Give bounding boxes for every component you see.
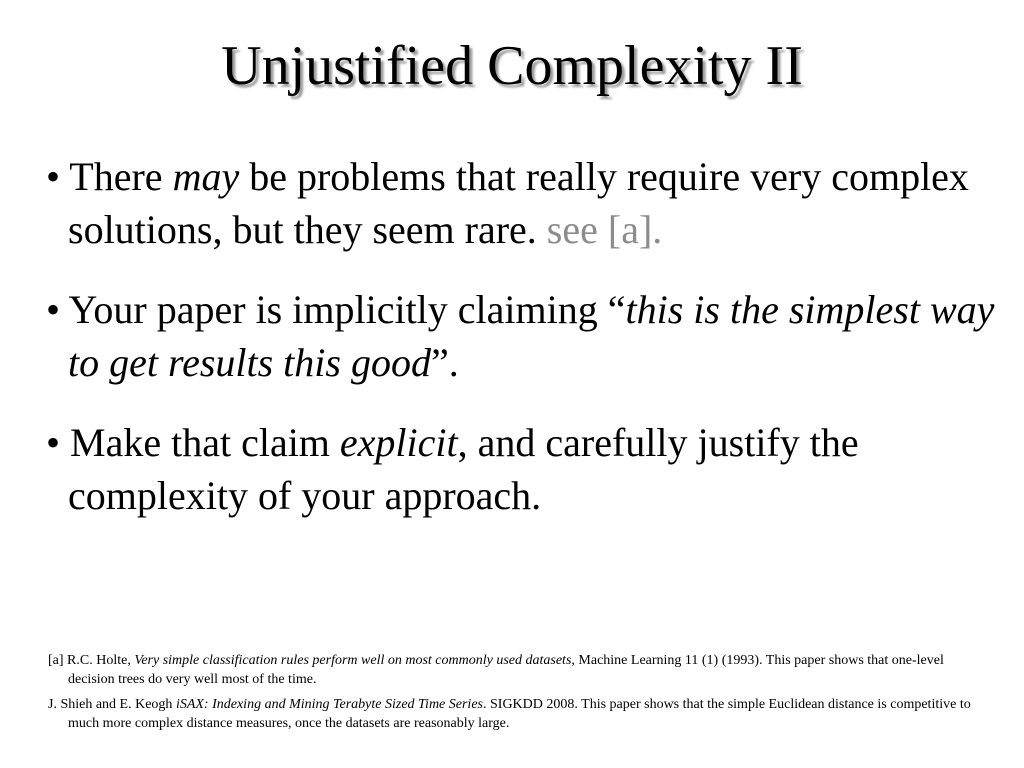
bullet-text-start: Make that claim	[70, 420, 340, 465]
references-footer	[48, 651, 978, 739]
bullet-item-rare-complexity	[46, 150, 1006, 256]
reference-shieh-keogh	[48, 695, 978, 733]
reference-holte	[48, 651, 978, 689]
reference-text-start: [a] R.C. Holte,	[48, 653, 135, 668]
reference-title: iSAX: Indexing and Mining Terabyte Sized Time Series	[175, 697, 483, 712]
reference-pointer: see [a].	[546, 207, 663, 252]
bullet-text-end: , and carefully justify the complexity of your approach.	[68, 420, 859, 518]
reference-text-end: , Machine Learning 11 (1) (1993). This paper shows that one-level decision trees do very well most of the time.	[68, 653, 944, 687]
reference-text-start: J. Shieh and E. Keogh	[48, 697, 176, 712]
bullet-text-start: Your paper is implicitly claiming “	[68, 287, 626, 332]
bullet-item-explicit-claim	[46, 416, 1006, 522]
bullet-emphasis: may	[172, 154, 240, 199]
bullet-emphasis: this is the simplest way to get results this good	[68, 287, 995, 385]
slide-title: Unjustified Complexity II	[221, 35, 803, 97]
reference-title: Very simple classification rules perform well on most commonly used datasets	[134, 653, 572, 668]
bullet-marker: •	[46, 154, 61, 199]
bullet-marker: •	[46, 287, 61, 332]
bullet-emphasis: explicit	[339, 420, 458, 465]
bullet-text-end: be problems that really require very complex solutions, but they seem rare.	[68, 154, 969, 252]
bullet-list	[46, 150, 1006, 549]
bullet-item-implicit-claim	[46, 283, 1006, 389]
reference-text-end: . SIGKDD 2008. This paper shows that the simple Euclidean distance is competitive to much more complex distance measures, once the datasets are reasonably large.	[68, 697, 971, 731]
bullet-text-end: ”.	[430, 340, 459, 385]
bullet-text-start: There	[69, 154, 173, 199]
bullet-marker: •	[46, 420, 61, 465]
